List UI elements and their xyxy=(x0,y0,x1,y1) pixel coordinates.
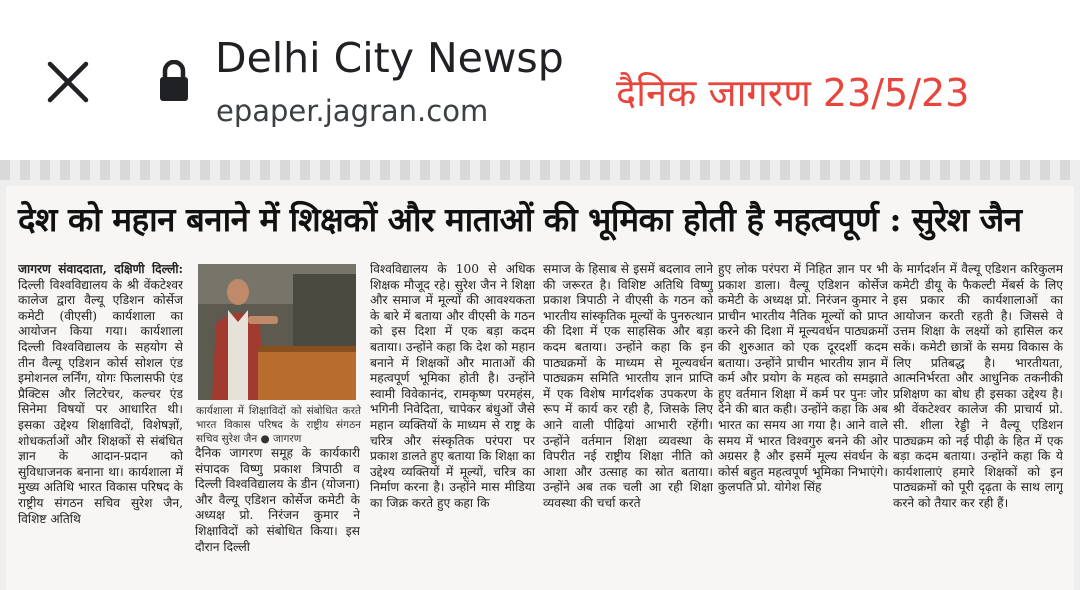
column-2-text: दैनिक जागरण समूह के कार्यकारी संपादक विष्णु प्रकाश त्रिपाठी व दिल्ली विश्वविद्यालय के डीन (योजना) और वैल्यू एडिशन कोर्सेज कमेटी के अध्यक्ष प्रो. निरंजन कुमार ने शिक्षाविदों को संबोधित किया। इस दौरान दिल्ली xyxy=(195,446,360,554)
column-5-text: हुए लोक परंपरा में निहित ज्ञान पर भी प्रकाश डाला। वैल्यू एडिशन कोर्सेज कमेटी के अध्यक्ष प्रो. निरंजन कुमार ने प्राचीन भारतीय नैतिक मूल्यों को प्राप्त करने की दिशा में मूल्यवर्धन पाठ्यक्रमों की शुरुआत को एक दूरदर्शी कदम बताया। उन्होंने प्राचीन भारतीय ज्ञान में कर्म और प्रयोग के महत्व को समझाते हुए वर्तमान शिक्षा में कर्म पर पुनः जोर देने की बात कही। उन्होंने कहा कि अब भारत का समय आ गया है। आने वाले समय में भारत विश्वगुरु बनने की ओर अग्रसर है और इसमें मूल्य संवर्धन के कोर्स बहुत महत्वपूर्ण भूमिका निभाएंगे। कुलपति प्रो. योगेश सिंह xyxy=(718,262,888,495)
page-title: Delhi City Newsp xyxy=(215,34,564,82)
article-headline: देश को महान बनाने में शिक्षकों और माताओं की भूमिका होती है महत्वपूर्ण : सुरेश जैन xyxy=(18,200,1022,239)
date-annotation: दैनिक जागरण 23/5/23 xyxy=(616,71,970,115)
article-photo xyxy=(198,264,356,400)
column-6-text: के मार्गदर्शन में वैल्यू एडिशन करिकुलम कमेटी डीयू के फैकल्टी मेंबर्स के लिए इस प्रकार की कार्यशालाओं का आयोजन करती रहती है। जिससे वे उत्तम शिक्षा के लक्ष्यों को हासिल कर सकें। कमेटी छात्रों के समग्र विकास के लिए प्रतिबद्ध है। भारतीयता, आत्मनिर्भरता और आधुनिक तकनीकी प्रशिक्षण का बोध ही इसका उद्देश्य है। श्री वेंकटेश्वर कालेज की प्राचार्य प्रो. सी. शीला रेड्डी ने वैल्यू एडिशन पाठ्यक्रम को नई पीढ़ी के हित में एक बड़ा कदम बताया। उन्होंने कहा कि ये कार्यशालाएं हमारे शिक्षकों को इन पाठ्यक्रमों को पूरी दृढ़ता के साथ लागू करने को तैयार कर रही हैं। xyxy=(893,262,1063,510)
column-1-text: दिल्ली विश्वविद्यालय के श्री वेंकटेश्वर कालेज द्वारा वैल्यू एडिशन कोर्सेज कमेटी (वीएसी) कार्यशाला का आयोजन किया गया। कार्यशाला दिल्ली विश्वविद्यालय के सहयोग से तीन वैल्यू एडिशन कोर्स सोशल एंड इमोशनल लर्निंग, योगः फिलासफी एंड प्रैक्टिस और लिटरेचर, कल्चर एंड सिनेमा विषयों पर आधारित थी। इसका उद्देश्य शिक्षाविदों, विशेषज्ञों, शोधकर्ताओं और शिक्षकों से संबंधित ज्ञान के आदान-प्रदान को सुविधाजनक बनाना था। कार्यशाला में मुख्य अतिथि भारत विकास परिषद के राष्ट्रीय संगठन सचिव सुरेश जैन, विशिष्ट अतिथि xyxy=(18,277,183,526)
article-column-4 xyxy=(543,262,713,582)
article-column-2 xyxy=(195,446,360,586)
lock-icon xyxy=(158,60,190,102)
article-column-5 xyxy=(718,262,888,582)
header-divider xyxy=(0,160,1080,180)
article-column-3 xyxy=(370,262,535,582)
article-column-1 xyxy=(18,262,183,582)
close-icon[interactable] xyxy=(44,58,92,106)
photo-caption: कार्यशाला में शिक्षाविदों को संबोधित करते भारत विकास परिषद के राष्ट्रीय संगठन सचिव सुरेश जैन ● जागरण xyxy=(196,405,361,445)
page-url[interactable]: epaper.jagran.com xyxy=(216,94,489,128)
browser-header xyxy=(0,0,1080,160)
article-column-6 xyxy=(893,262,1063,582)
article-byline: जागरण संवाददाता, दक्षिणी दिल्ली: xyxy=(18,262,183,276)
close-button[interactable] xyxy=(44,58,92,106)
column-4-text: समाज के हिसाब से इसमें बदलाव लाने की जरूरत है। विशिष्ट अतिथि विष्णु प्रकाश त्रिपाठी ने वीएसी के गठन को भारतीय सांस्कृतिक मूल्यों के पुनरुत्थान की दिशा में एक साहसिक और बड़ा कदम बताया। उन्होंने कहा कि इन पाठ्यक्रमों के माध्यम से मूल्यवर्धन पाठ्यक्रम समिति भारतीय ज्ञान प्राप्ति में एक विशेष मार्गदर्शक उपकरण के रूप में कार्य कर रही है, जिसके लिए आने वाली पीढ़ियां आभारी रहेंगी। उन्होंने वर्तमान शिक्षा व्यवस्था के विपरीत नई राष्ट्रीय शिक्षा नीति को आशा और उत्साह का स्रोत बताया। उन्होंने अब तक चली आ रही शिक्षा व्यवस्था की चर्चा करते xyxy=(543,262,713,510)
column-3-text: विश्वविद्यालय के 100 से अधिक शिक्षक मौजूद रहे। सुरेश जैन ने शिक्षा और समाज में मूल्यों की आवश्यकता के बारे में बताया और वीएसी के गठन को इस दिशा में एक बड़ा कदम बताया। उन्होंने कहा कि देश को महान बनाने में शिक्षकों और माताओं की महत्वपूर्ण भूमिका होती है। उन्होंने स्वामी विवेकानंद, रामकृष्ण परमहंस, भगिनी निवेदिता, चापेकर बंधुओं जैसे महान व्यक्तियों के माध्यम से राष्ट्र के चरित्र और संस्कृतिक परंपरा पर प्रकाश डालते हुए बताया कि शिक्षा का उद्देश्य व्यक्तियों में मूल्यों, चरित्र का निर्माण करना है। उन्होंने मास मीडिया का जिक्र करते हुए कहा कि xyxy=(370,262,535,510)
